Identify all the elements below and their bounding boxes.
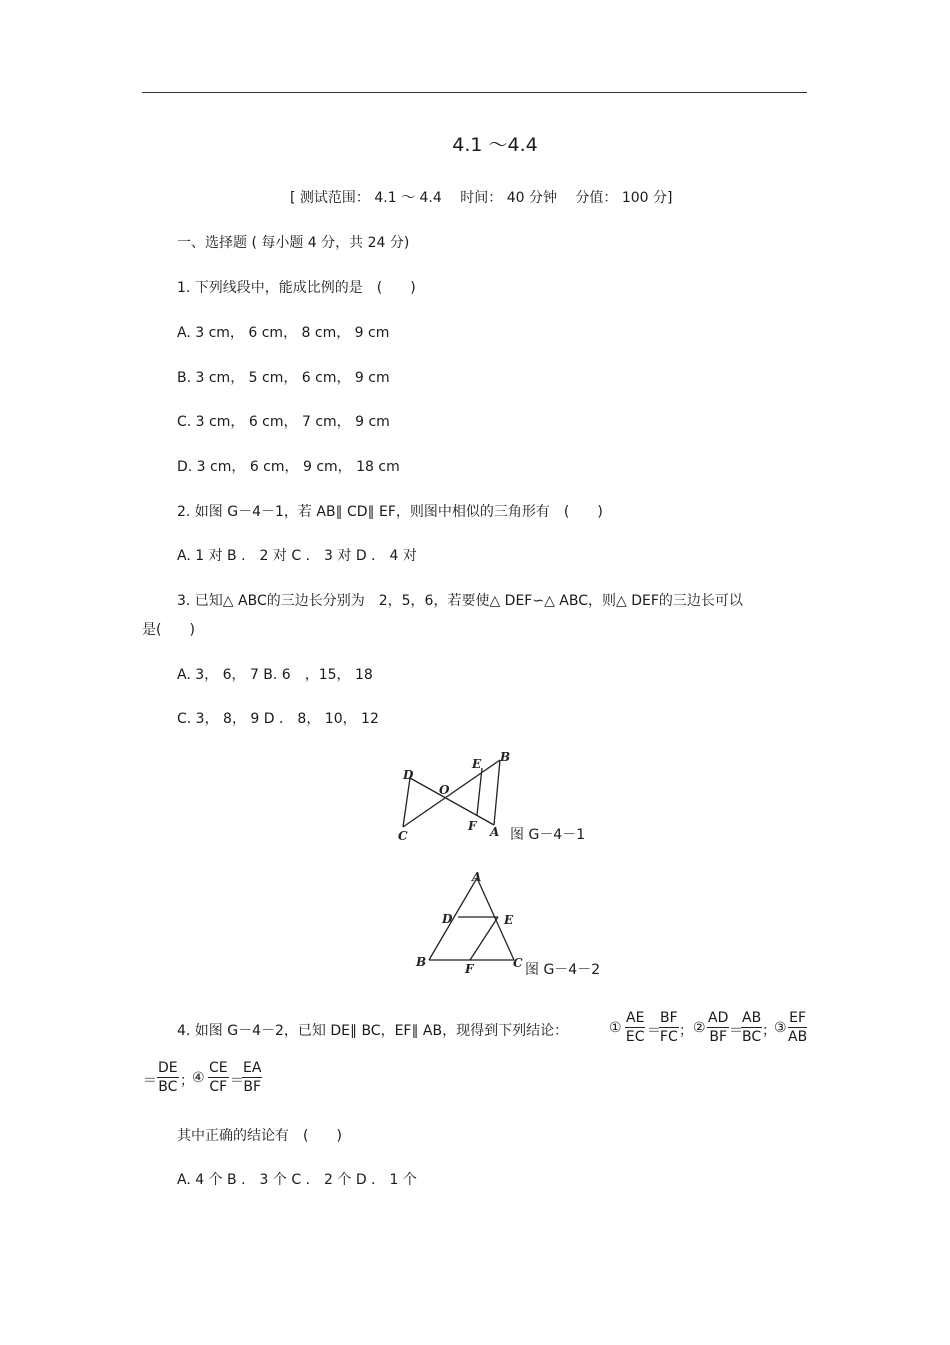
separator: ； — [679, 1023, 693, 1039]
segment-cb — [403, 760, 500, 827]
label-b: B — [500, 750, 511, 764]
separator: ； — [180, 1073, 194, 1089]
fraction: $\frac{DE}{BC}$ — [158, 1060, 178, 1095]
equals-sign: ＝ — [647, 1023, 661, 1039]
label-o: O — [439, 783, 450, 797]
label-c: C — [513, 956, 523, 970]
test-scope: [ 测试范围： 4.1 ～ 4.4 时间： 40 分钟 分值： 100 分] — [290, 190, 673, 206]
question-4-options: A. 4 个 B ． 3 个 C ． 2 个 D ． 1 个 — [177, 1172, 417, 1188]
segment-ab — [429, 878, 477, 960]
page-title: 4.1 ～4.4 — [452, 134, 538, 156]
equals-sign: ＝ — [729, 1023, 743, 1039]
label-c: C — [398, 829, 408, 843]
question-2-stem: 2. 如图 G－4－1，若 AB∥ CD∥ EF，则图中相似的三角形有 ( ) — [177, 504, 603, 520]
label-f: F — [468, 819, 477, 833]
separator: ； — [762, 1023, 776, 1039]
question-4-stem: 4. 如图 G－4－2，已知 DE∥ BC，EF∥ AB，现得到下列结论： — [177, 1023, 569, 1039]
question-1-option-d: D. 3 cm， 6 cm， 9 cm， 18 cm — [177, 459, 400, 475]
conclusion-2-mark: ② — [693, 1020, 706, 1036]
fraction: $\frac{EA}{BF}$ — [243, 1060, 262, 1095]
segment-ef — [470, 917, 498, 960]
question-4-prompt: 其中正确的结论有 ( ) — [177, 1128, 342, 1144]
label-a: A — [472, 870, 482, 884]
conclusion-4-mark: ④ — [192, 1070, 205, 1086]
question-3-options-cd: C. 3， 8， 9 D ． 8， 10， 12 — [177, 711, 379, 727]
figure-g-4-2-caption: 图 G－4－2 — [525, 962, 601, 978]
conclusion-1-mark: ① — [609, 1020, 622, 1036]
fraction: $\frac{EF}{AB}$ — [788, 1010, 808, 1045]
equals-sign: ＝ — [230, 1073, 244, 1089]
question-1-stem: 1. 下列线段中，能成比例的是 ( ) — [177, 280, 416, 296]
figure-g-4-1-caption: 图 G－4－1 — [510, 827, 586, 843]
label-f: F — [465, 962, 474, 976]
segment-ba — [494, 760, 500, 825]
question-1-option-b: B. 3 cm， 5 cm， 6 cm， 9 cm — [177, 370, 390, 386]
equals-sign: ＝ — [143, 1073, 157, 1089]
header-rule — [142, 92, 807, 93]
label-d: D — [403, 768, 414, 782]
question-2-options: A. 1 对 B ． 2 对 C ． 3 对 D ． 4 对 — [177, 548, 417, 564]
segment-dc — [403, 778, 410, 827]
figure-g-4-1 — [390, 748, 520, 843]
figure-g-4-2 — [412, 868, 527, 978]
label-d: D — [442, 912, 453, 926]
fraction: $\frac{AB}{BC}$ — [742, 1010, 762, 1045]
fraction: $\frac{AE}{EC}$ — [625, 1010, 645, 1045]
label-e: E — [504, 913, 514, 927]
question-1-option-c: C. 3 cm， 6 cm， 7 cm， 9 cm — [177, 414, 390, 430]
question-3-options-ab: A. 3， 6， 7 B. 6 ，15， 18 — [177, 667, 373, 683]
segment-da — [410, 778, 494, 825]
label-b: B — [416, 955, 427, 969]
fraction: $\frac{CE}{CF}$ — [209, 1060, 228, 1095]
label-a: A — [490, 825, 500, 839]
question-3-stem-cont: 是( ) — [142, 622, 195, 638]
section-heading: 一、选择题 ( 每小题 4 分，共 24 分) — [177, 235, 410, 251]
question-3-stem: 3. 已知△ ABC的三边长分别为 2，5，6，若要使△ DEF∽△ ABC，则△ DEF的三边长可以 — [177, 593, 743, 609]
fraction: $\frac{AD}{BF}$ — [708, 1010, 729, 1045]
conclusion-3-mark: ③ — [774, 1020, 787, 1036]
question-1-option-a: A. 3 cm， 6 cm， 8 cm， 9 cm — [177, 325, 390, 341]
fraction: $\frac{BF}{FC}$ — [659, 1010, 678, 1045]
label-e: E — [472, 757, 482, 771]
